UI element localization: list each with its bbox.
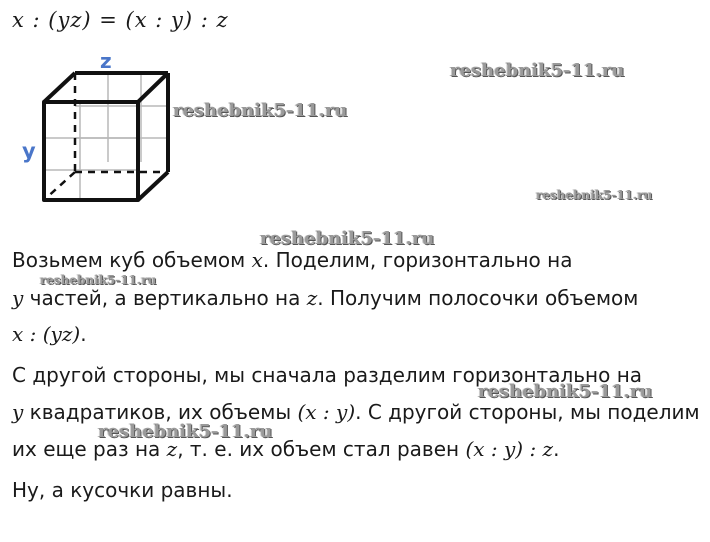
math-expr: (x : y) : z [465, 437, 554, 461]
text: частей, а вертикально на [23, 286, 307, 310]
text: их еще раз на [12, 437, 167, 461]
paragraph-3: Ну, а кусочки равны. [12, 478, 233, 502]
paragraph-2-line-3 [12, 437, 559, 461]
math-expr: x : (yz) [12, 322, 81, 346]
watermark: reshebnik5-11.ru [260, 228, 435, 249]
math-var: z [166, 437, 178, 461]
watermark: reshebnik5-11.ru [450, 60, 625, 81]
paragraph-2-line-1: С другой стороны, мы сначала разделим горизонтально на [12, 363, 643, 387]
math-expr: (x : y) [297, 400, 356, 424]
text: . С другой стороны, мы поделим [355, 400, 700, 424]
cube-label-z: z [100, 49, 112, 73]
watermark: reshebnik5-11.ru [98, 421, 273, 442]
text: , т. е. их объем стал равен [177, 437, 466, 461]
paragraph-1-line-1 [12, 248, 572, 272]
math-var: x [251, 248, 263, 272]
text: квадратиков, их объемы [23, 400, 298, 424]
math-var: z [306, 286, 318, 310]
cube-visible-edges [44, 73, 168, 200]
cube-label-y: y [22, 139, 36, 163]
watermark: reshebnik5-11.ru [478, 381, 653, 402]
watermark: reshebnik5-11.ru [536, 188, 653, 202]
math-var: y [12, 286, 24, 310]
paragraph-2-line-2 [12, 400, 700, 424]
formula-heading: x : (yz) = (x : y) : z [12, 8, 229, 32]
text: . Получим полосочки объемом [317, 286, 639, 310]
text: . [80, 322, 87, 346]
math-var: y [12, 400, 24, 424]
paragraph-1-line-2 [12, 286, 638, 310]
text: . [553, 437, 560, 461]
watermark: reshebnik5-11.ru [173, 100, 348, 121]
text: Возьмем куб объемом [12, 248, 252, 272]
text: . Поделим, горизонтально на [262, 248, 573, 272]
cube-diagram [0, 40, 240, 220]
watermark: reshebnik5-11.ru [40, 273, 157, 287]
paragraph-1-line-3 [12, 322, 87, 346]
